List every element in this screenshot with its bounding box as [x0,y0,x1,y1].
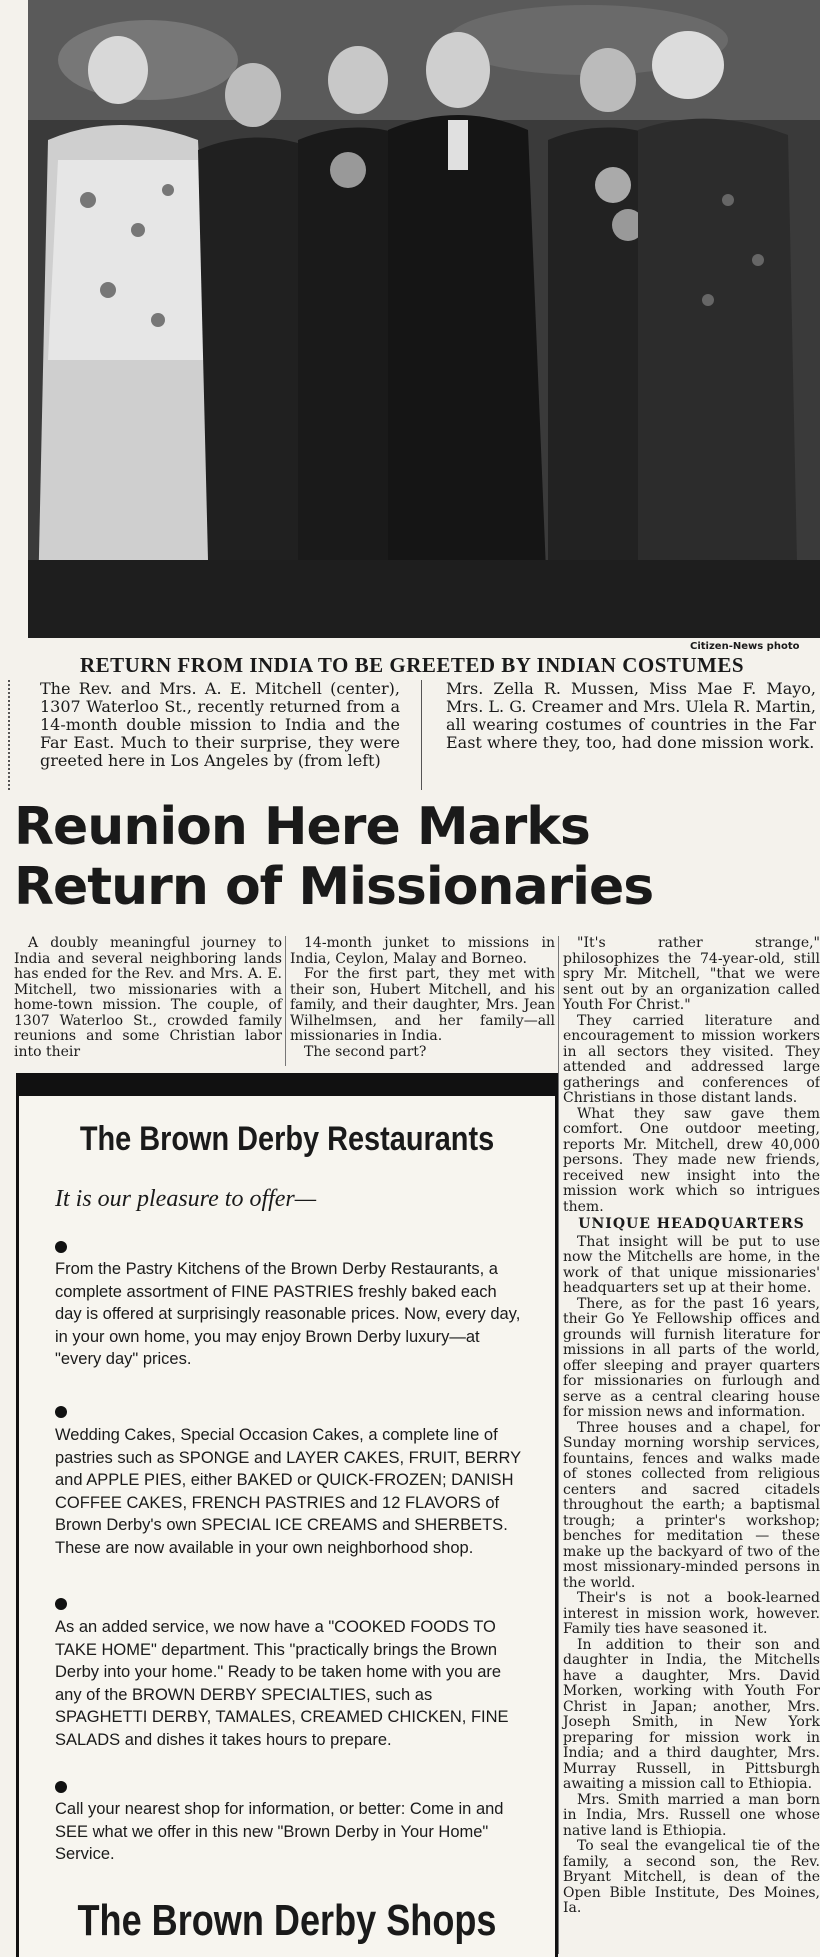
article-paragraph: A doubly meaningful journey to India and several neighboring lands has ended for the Rev. and Mrs. A. E. Mitchell, two missionaries with a home-town mission. The couple, of 1307 Waterloo St., crowded family reunions and some Christian labor into their [14,935,282,1060]
article-column-1 [14,936,282,1060]
article-paragraph: "It's rather strange," philosophizes the 74-year-old, still spry Mr. Mitchell, "that we were sent out by an organization called Youth For Christ." [563,935,820,1013]
caption-left: The Rev. and Mrs. A. E. Mitchell (center), 1307 Waterloo St., recently returned from a 14-month double mission to India and the Far East. Much to their surprise, they were greeted here in Los Angeles by (from left) [40,679,400,770]
article-paragraph: To seal the evangelical tie of the family, a second son, the Rev. Bryant Mitchell, is dean of the Open Bible Institute, Des Moines, Ia. [563,1838,820,1916]
dotted-rule [8,680,18,790]
ad-title: The Brown Derby Restaurants [79,1120,495,1158]
ad-top-bar [19,1076,555,1096]
ad-footer-title: The Brown Derby Shops [77,1896,497,1945]
article-paragraph: There, as for the past 16 years, their Go Ye Fellowship offices and grounds will furnish literature for missions in all parts of the world, offer sleeping and prayer quarters for missionaries on furlough and serve as a central clearing house for mission news and information. [563,1295,820,1420]
caption-divider [421,680,422,790]
bullet-icon [55,1781,67,1793]
article-paragraph: They carried literature and encouragement to mission workers in all sectors they visited. They attended and addressed large gatherings and conferences of Christians in those distant lands. [563,1012,820,1106]
article-paragraph: In addition to their son and daughter in India, the Mitchells have a daughter, Mrs. David Morken, working with Youth For Christ in Japan; another, Mrs. Joseph Smith, in New York preparing for mission work in India; and a third daughter, Mrs. Murray Russell, in Pittsburgh awaiting a mission call to Ethiopia. [563,1636,820,1792]
article-paragraph: Three houses and a chapel, for Sunday morning worship services, fountains, fences and walks made of stones collected from religious centers and sacred citadels throughout the earth; a baptismal trough; a printer's workshop; benches for meditation — these make up the backyard of two of the most missionary-minded persons in the world. [563,1419,820,1591]
news-photo [28,0,820,638]
column-divider [558,936,559,1954]
bullet-icon [55,1241,67,1253]
photo-of-group-in-costumes-icon [28,0,820,638]
article-column-2 [290,936,555,1060]
ad-paragraph-pastries: From the Pastry Kitchens of the Brown Derby Restaurants, a complete assortment of FINE PASTRIES freshly baked each day is offered at surprisingly reasonable prices. Now, every day, in your own home, you may enjoy Brown Derby luxury—at "every day" prices. [55,1260,521,1368]
bullet-icon [55,1598,67,1610]
headline-line-1: Reunion Here Marks [14,797,590,857]
article-subhead: UNIQUE HEADQUARTERS [578,1216,805,1232]
article-paragraph: 14-month junket to missions in India, Ceylon, Malay and Borneo. [290,935,555,967]
ad-paragraph-call: Call your nearest shop for information, or better: Come in and SEE what we offer in this new "Brown Derby in Your Home" Service. [55,1800,504,1863]
caption-right: Mrs. Zella R. Mussen, Miss Mae F. Mayo, Mrs. L. G. Creamer and Mrs. Ulela R. Martin, all wearing costumes of countries in the Far East where they, too, had done mission work. [446,679,816,752]
headline-line-2: Return of Missionaries [14,857,654,917]
article-paragraph: For the first part, they met with their son, Hubert Mitchell, and his family, and their daughter, Mrs. Jean Wilhelmsen, and her family—all missionaries in India. [290,966,555,1044]
article-paragraph: Mrs. Smith married a man born in India, Mrs. Russell one whose native land is Ethiopia. [563,1791,820,1839]
article-paragraph: That insight will be put to use now the Mitchells are home, in the work of that unique missionaries' headquarters set up at their home. [563,1233,820,1296]
ad-paragraph-cakes: Wedding Cakes, Special Occasion Cakes, a complete line of pastries such as SPONGE and LAYER CAKES, FRUIT, BERRY and APPLE PIES, either BAKED or QUICK-FROZEN; DANISH COFFEE CAKES, FRENCH PASTRIES and 12 FLAVORS of Brown Derby's own SPECIAL ICE CREAMS and SHERBETS. These are now available in your own neighborhood shop. [55,1426,521,1557]
article-headline [14,797,814,917]
article-column-3 [563,936,820,1917]
brown-derby-advertisement [16,1073,558,1957]
bullet-icon [55,1406,67,1418]
article-paragraph: Their's is not a book-learned interest in mission work, however. Family ties have seasoned it. [563,1590,820,1637]
column-divider [285,936,286,1066]
photo-caption-headline: RETURN FROM INDIA TO BE GREETED BY INDIAN COSTUMES [80,653,745,677]
ad-paragraph-cooked-foods: As an added service, we now have a "COOKED FOODS TO TAKE HOME" department. This "practically brings the Brown Derby into your home." Ready to be taken home with you are any of the BROWN DERBY SPECIALTIES, such as SPAGHETTI DERBY, TAMALES, CREAMED CHICKEN, FINE SALADS and dishes it takes hours to prepare. [55,1618,509,1749]
article-paragraph: The second part? [304,1043,427,1060]
ad-offer-line: It is our pleasure to offer— [55,1186,317,1212]
photo-credit: Citizen-News photo [690,641,800,652]
article-paragraph: What they saw gave them comfort. One outdoor meeting, reports Mr. Mitchell, drew 40,000 persons. They made new friends, received new insight into the mission work which so intrigues them. [563,1105,820,1215]
